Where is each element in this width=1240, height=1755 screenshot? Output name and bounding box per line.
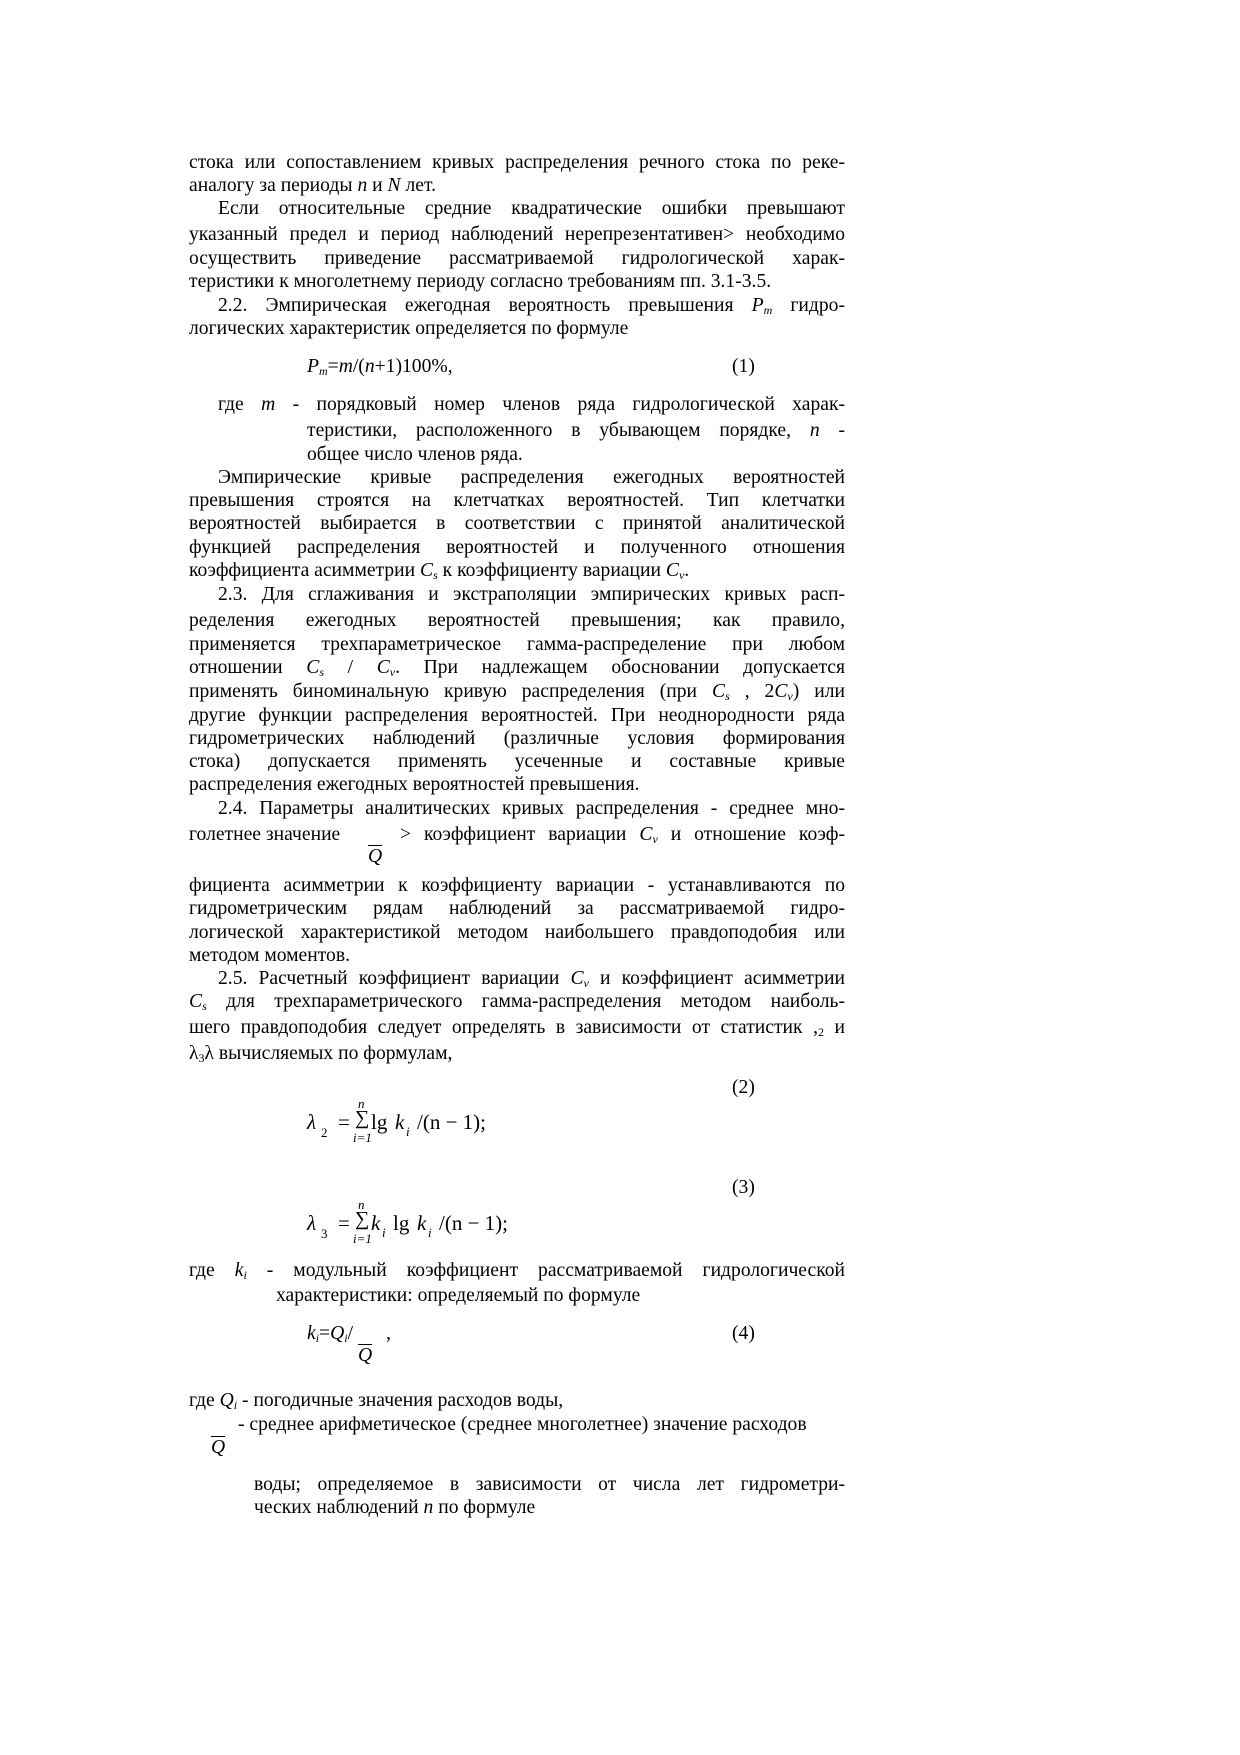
text-line: $C_s$ для трехпараметрического гамма-распределения методом наиболь- xyxy=(189,991,845,1013)
sigma-icon: ∑ xyxy=(355,1208,370,1230)
log-operator: lg xyxy=(371,1110,388,1134)
text-line: общее число членов ряда. xyxy=(307,444,523,465)
text-line: воды; определяемое в зависимости от числа лет гидрометри- xyxy=(254,1474,845,1495)
subscript: 2 xyxy=(321,1125,328,1140)
text-line: ределения ежегодных вероятностей превышения; как правило, xyxy=(189,610,845,631)
formula-2 xyxy=(305,1098,605,1148)
formula-tail: /(n − 1); xyxy=(417,1110,486,1134)
text-line: > коэффициент вариации $C_v$ и отношение коэф- xyxy=(400,824,845,846)
text-line: коэффициента асимметрии $C_s$ к коэффициенту вариации $C_v$. xyxy=(189,560,690,582)
text-line: 2.2. Эмпирическая ежегодная вероятность превышения $P_m$ гидро- xyxy=(218,295,845,317)
equals-sign: = xyxy=(338,1110,350,1134)
text-line: гидрометрических наблюдений (различные условия формирования xyxy=(189,728,845,749)
text-line: где $Q_i$ - погодичные значения расходов воды, xyxy=(189,1390,564,1412)
formula-3 xyxy=(305,1199,625,1249)
text-line: характеристики: определяемый по формуле xyxy=(276,1285,641,1306)
lambda-symbol: λ xyxy=(307,1211,317,1235)
text-line: вероятностей выбирается в соответствии с принятой аналитической xyxy=(189,513,845,534)
text-line: фициента асимметрии к коэффициенту вариации - устанавливаются по xyxy=(189,875,845,896)
subscript: i xyxy=(406,1124,410,1139)
variable-k: k xyxy=(395,1110,405,1134)
text-line: Эмпирические кривые распределения ежегодных вероятностей xyxy=(218,467,845,488)
equals-sign: = xyxy=(338,1211,350,1235)
text-line: 2.5. Расчетный коэффициент вариации $C_v$ и коэффициент асимметрии xyxy=(218,968,845,990)
sum-upper-limit: n xyxy=(358,1197,365,1212)
mean-flow-symbol: $\overline{Q}$ xyxy=(211,1437,226,1458)
text-line: другие функции распределения вероятностей. При неоднородности ряда xyxy=(189,705,845,726)
formula-4: $k_i=Q_i/$ , xyxy=(307,1323,391,1345)
sum-lower-limit: i=1 xyxy=(353,1231,372,1246)
variable-k: k xyxy=(371,1211,381,1235)
text-line: где $k_i$ - модульный коэффициент рассматриваемой гидрологической xyxy=(189,1260,845,1282)
text-line: применять биноминальную кривую распределения (при $C_s$ , $2C_v$) или xyxy=(189,681,845,703)
equation-number: (2) xyxy=(732,1077,755,1098)
text-line: превышения строятся на клетчатках вероятностей. Тип клетчатки xyxy=(189,490,845,511)
mean-flow-symbol: $\overline{Q}$ xyxy=(368,846,383,867)
text-line: стока) допускается применять усеченные и составные кривые xyxy=(189,751,845,772)
subscript: 3 xyxy=(321,1226,328,1241)
text-line: функцией распределения вероятностей и полученного отношения xyxy=(189,537,845,558)
equation-number: (3) xyxy=(732,1177,755,1198)
equation-number: (4) xyxy=(732,1323,755,1344)
subscript: i xyxy=(382,1225,386,1240)
formula-tail: /(n − 1); xyxy=(439,1211,508,1235)
sum-upper-limit: n xyxy=(358,1096,365,1111)
sum-lower-limit: i=1 xyxy=(353,1130,372,1145)
text-line: где m - порядковый номер членов ряда гидрологической харак- xyxy=(218,394,845,415)
equation-number: (1) xyxy=(732,356,755,377)
text-line: голетнее значение xyxy=(189,824,341,845)
text-line: логической характеристикой методом наибольшего правдоподобия или xyxy=(189,922,845,943)
text-line: λ3λ вычисляемых по формулам, xyxy=(189,1043,453,1065)
text-line: осуществить приведение рассматриваемой гидрологической харак- xyxy=(189,248,845,269)
text-line: указанный предел и период наблюдений нерепрезентативен> необходимо xyxy=(189,224,845,245)
text-line: методом моментов. xyxy=(189,945,350,966)
variable-k: k xyxy=(417,1211,427,1235)
text-line: аналогу за периоды n и N лет. xyxy=(189,175,436,196)
sigma-icon: ∑ xyxy=(355,1107,370,1129)
lambda-symbol: λ xyxy=(307,1110,317,1134)
text-line: распределения ежегодных вероятностей превышения. xyxy=(189,774,640,795)
text-line: 2.4. Параметры аналитических кривых распределения - среднее мно- xyxy=(218,798,845,819)
formula-1: $P_m=m/(n+1)100\%$, xyxy=(307,356,453,378)
text-line: шего правдоподобия следует определять в зависимости от статистик ,2 и xyxy=(189,1017,845,1039)
text-line: 2.3. Для сглаживания и экстраполяции эмпирических кривых расп- xyxy=(218,584,845,605)
text-line: ческих наблюдений n по формуле xyxy=(254,1497,536,1518)
text-line: применяется трехпараметрическое гамма-распределение при любом xyxy=(189,634,845,655)
text-line: логических характеристик определяется по формуле xyxy=(189,318,629,339)
text-line: - среднее арифметическое (среднее многолетнее) значение расходов xyxy=(238,1414,807,1435)
log-operator: lg xyxy=(393,1211,410,1235)
text-line: теристики к многолетнему периоду согласно требованиям пп. 3.1-3.5. xyxy=(189,271,772,292)
text-line: теристики, расположенного в убывающем порядке, n - xyxy=(307,420,845,441)
text-line: гидрометрическим рядам наблюдений за рассматриваемой гидро- xyxy=(189,898,845,919)
text-line: Если относительные средние квадратические ошибки превышают xyxy=(218,198,845,219)
text-line: отношении $C_s / C_v$. При надлежащем обосновании допускается xyxy=(189,657,845,679)
mean-flow-symbol: $\overline{Q}$ xyxy=(358,1345,373,1366)
text-line: стока или сопоставлением кривых распределения речного стока по реке- xyxy=(189,152,845,173)
subscript: i xyxy=(428,1225,432,1240)
